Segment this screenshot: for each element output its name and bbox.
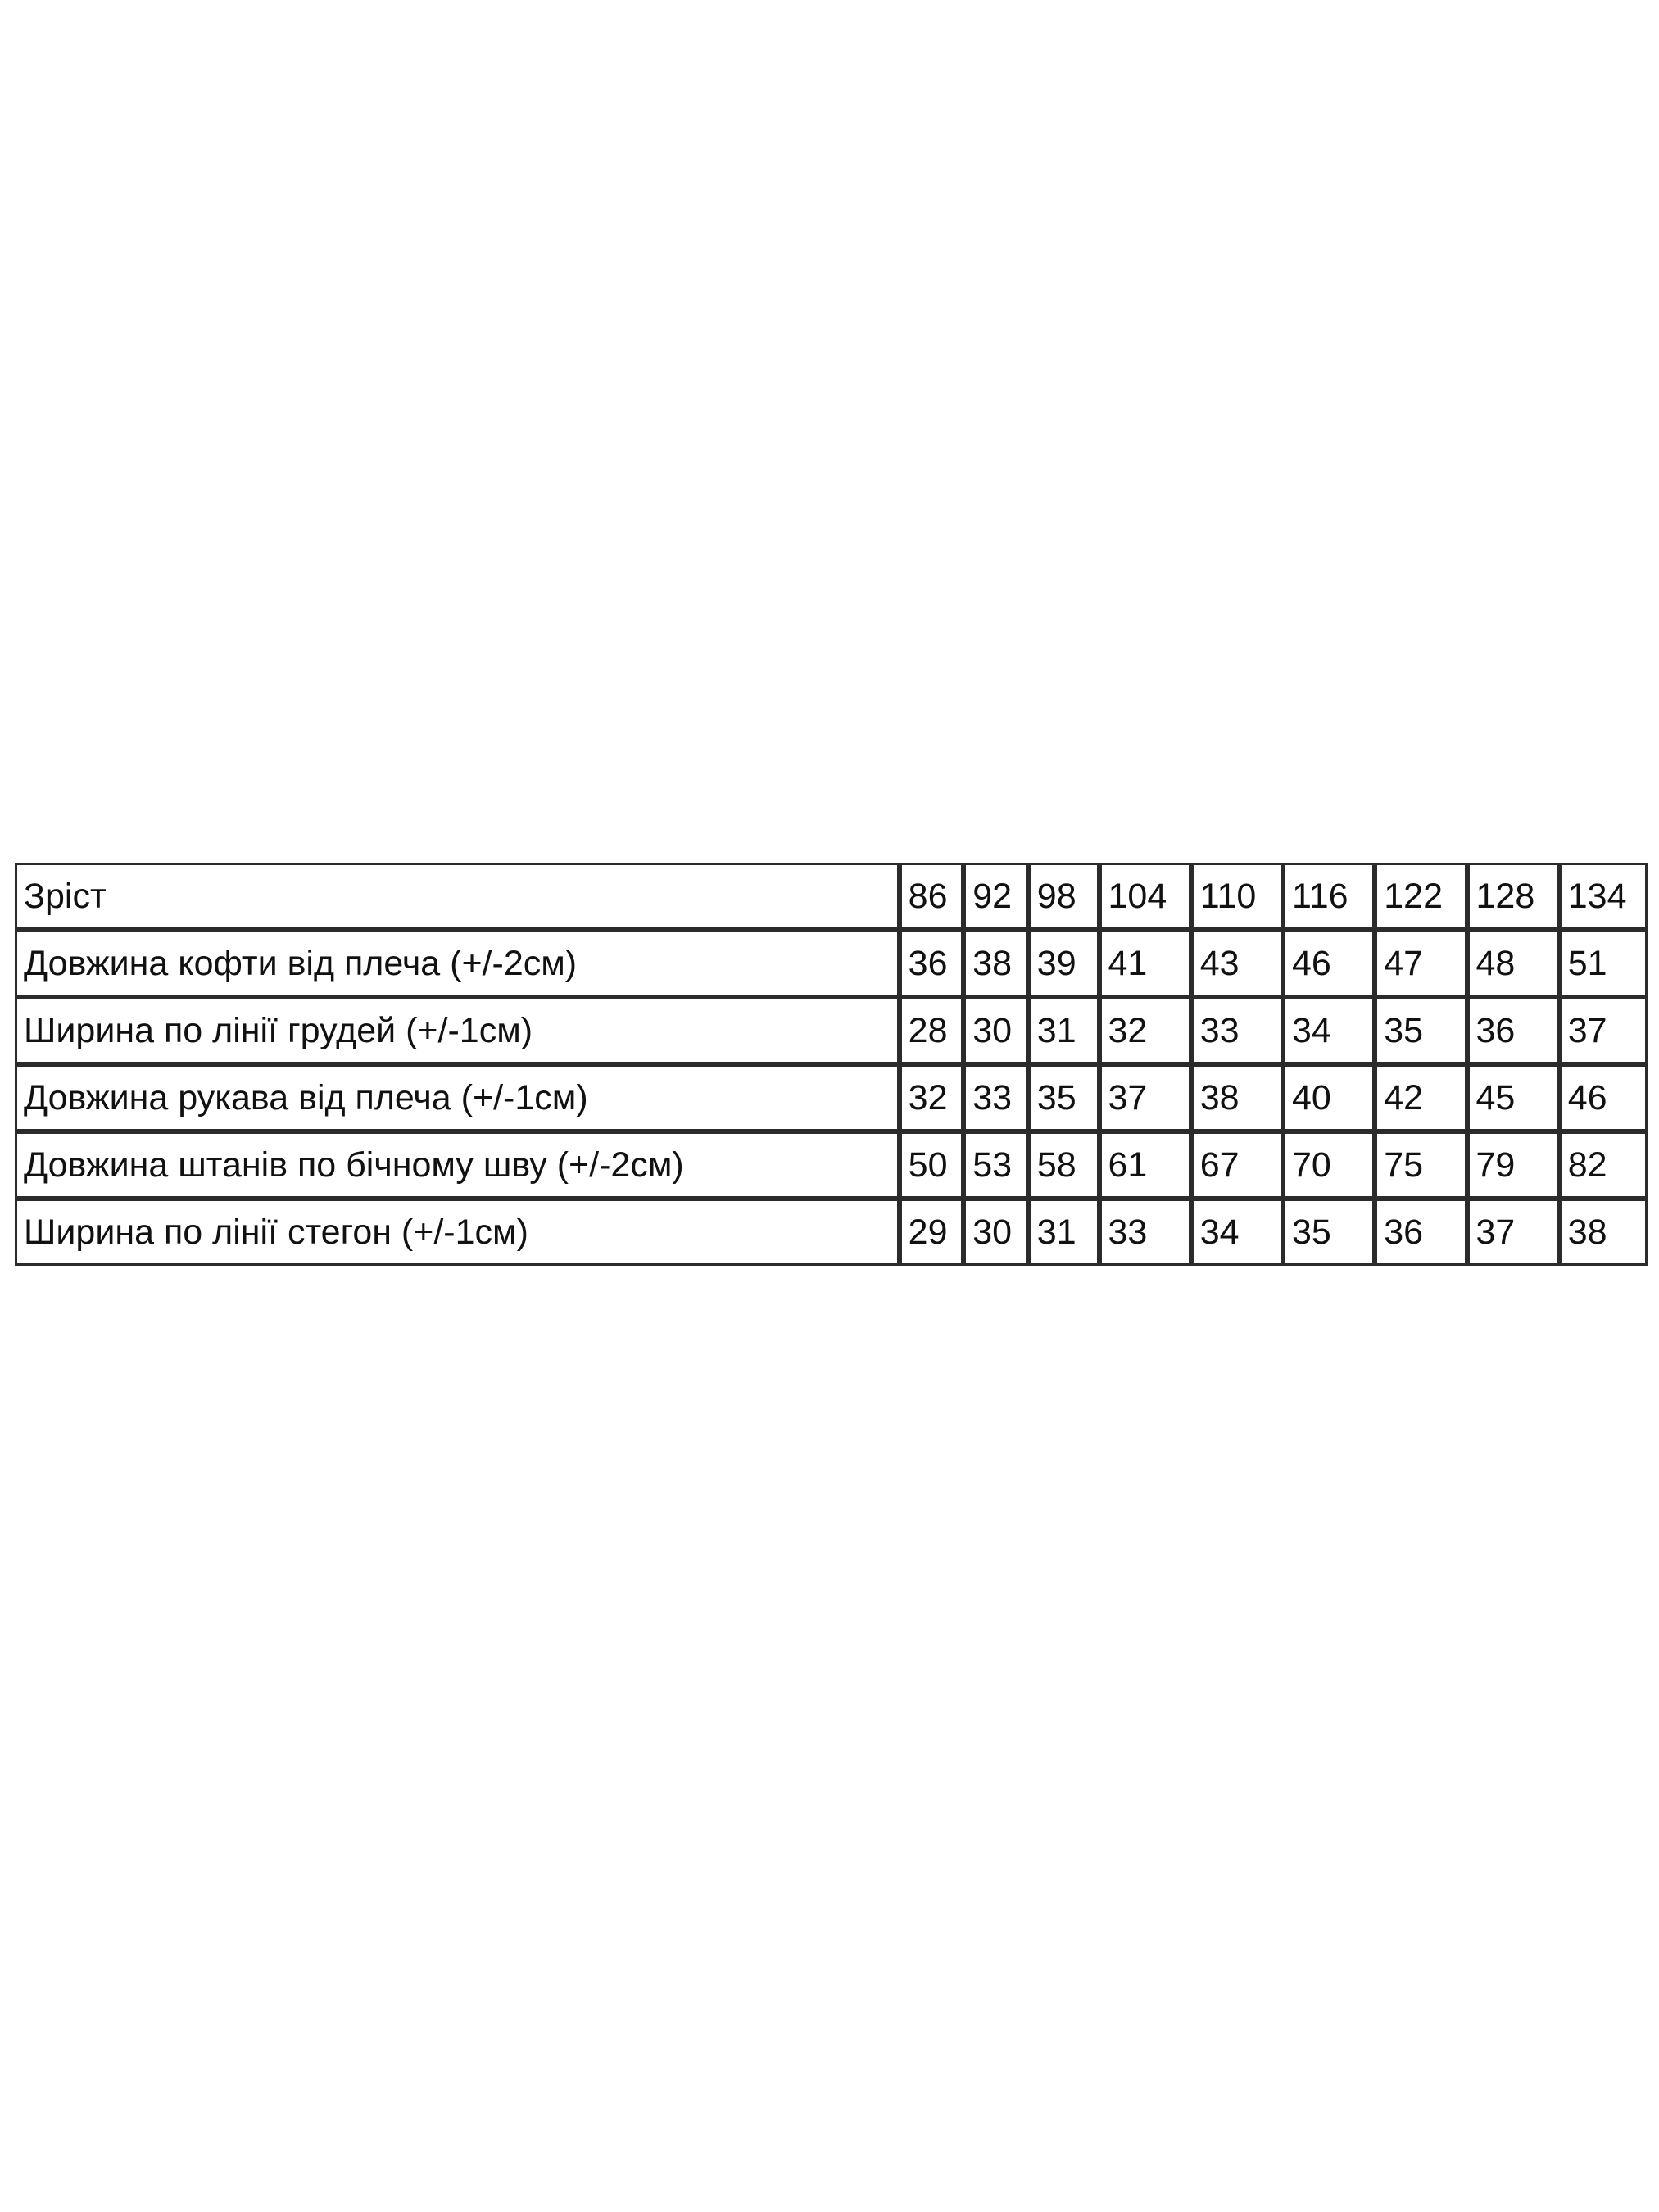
table-row <box>15 997 1648 1064</box>
row-value: 98 <box>1028 863 1099 930</box>
row-value: 41 <box>1099 930 1191 997</box>
row-value: 104 <box>1099 863 1191 930</box>
row-value: 46 <box>1559 1064 1648 1131</box>
row-value: 47 <box>1375 930 1466 997</box>
table-row <box>15 1064 1648 1131</box>
row-value: 30 <box>963 1199 1028 1266</box>
row-value: 46 <box>1283 930 1375 997</box>
row-value: 33 <box>963 1064 1028 1131</box>
row-value: 30 <box>963 997 1028 1064</box>
row-value: 38 <box>1191 1064 1283 1131</box>
row-value: 116 <box>1283 863 1375 930</box>
row-value: 37 <box>1559 997 1648 1064</box>
row-value: 32 <box>900 1064 964 1131</box>
row-value: 36 <box>1467 997 1559 1064</box>
row-value: 32 <box>1099 997 1191 1064</box>
row-value: 134 <box>1559 863 1648 930</box>
row-value: 29 <box>900 1199 964 1266</box>
row-value: 110 <box>1191 863 1283 930</box>
row-value: 45 <box>1467 1064 1559 1131</box>
row-value: 31 <box>1028 997 1099 1064</box>
row-label: Ширина по лінії грудей (+/-1см) <box>15 997 900 1064</box>
row-value: 33 <box>1099 1199 1191 1266</box>
row-value: 34 <box>1283 997 1375 1064</box>
row-value: 53 <box>963 1131 1028 1199</box>
row-value: 34 <box>1191 1199 1283 1266</box>
row-value: 33 <box>1191 997 1283 1064</box>
table-row <box>15 930 1648 997</box>
row-label: Довжина кофти від плеча (+/-2см) <box>15 930 900 997</box>
row-label: Довжина штанів по бічному шву (+/-2см) <box>15 1131 900 1199</box>
row-value: 51 <box>1559 930 1648 997</box>
row-value: 67 <box>1191 1131 1283 1199</box>
row-value: 28 <box>900 997 964 1064</box>
row-value: 35 <box>1375 997 1466 1064</box>
row-value: 128 <box>1467 863 1559 930</box>
row-value: 35 <box>1028 1064 1099 1131</box>
row-label: Ширина по лінії стегон (+/-1см) <box>15 1199 900 1266</box>
size-chart-table <box>15 863 1648 1266</box>
row-value: 50 <box>900 1131 964 1199</box>
row-value: 58 <box>1028 1131 1099 1199</box>
row-value: 40 <box>1283 1064 1375 1131</box>
row-value: 42 <box>1375 1064 1466 1131</box>
row-value: 36 <box>900 930 964 997</box>
row-value: 92 <box>963 863 1028 930</box>
row-value: 86 <box>900 863 964 930</box>
row-value: 79 <box>1467 1131 1559 1199</box>
row-value: 70 <box>1283 1131 1375 1199</box>
row-value: 37 <box>1099 1064 1191 1131</box>
row-value: 38 <box>1559 1199 1648 1266</box>
table-row <box>15 1131 1648 1199</box>
row-value: 61 <box>1099 1131 1191 1199</box>
row-value: 39 <box>1028 930 1099 997</box>
row-value: 37 <box>1467 1199 1559 1266</box>
row-value: 75 <box>1375 1131 1466 1199</box>
row-value: 43 <box>1191 930 1283 997</box>
row-value: 38 <box>963 930 1028 997</box>
row-value: 35 <box>1283 1199 1375 1266</box>
row-value: 48 <box>1467 930 1559 997</box>
size-chart-container <box>15 863 1648 1266</box>
row-label: Довжина рукава від плеча (+/-1см) <box>15 1064 900 1131</box>
table-row <box>15 1199 1648 1266</box>
row-label: Зріст <box>15 863 900 930</box>
table-row <box>15 863 1648 930</box>
row-value: 82 <box>1559 1131 1648 1199</box>
row-value: 31 <box>1028 1199 1099 1266</box>
row-value: 122 <box>1375 863 1466 930</box>
row-value: 36 <box>1375 1199 1466 1266</box>
